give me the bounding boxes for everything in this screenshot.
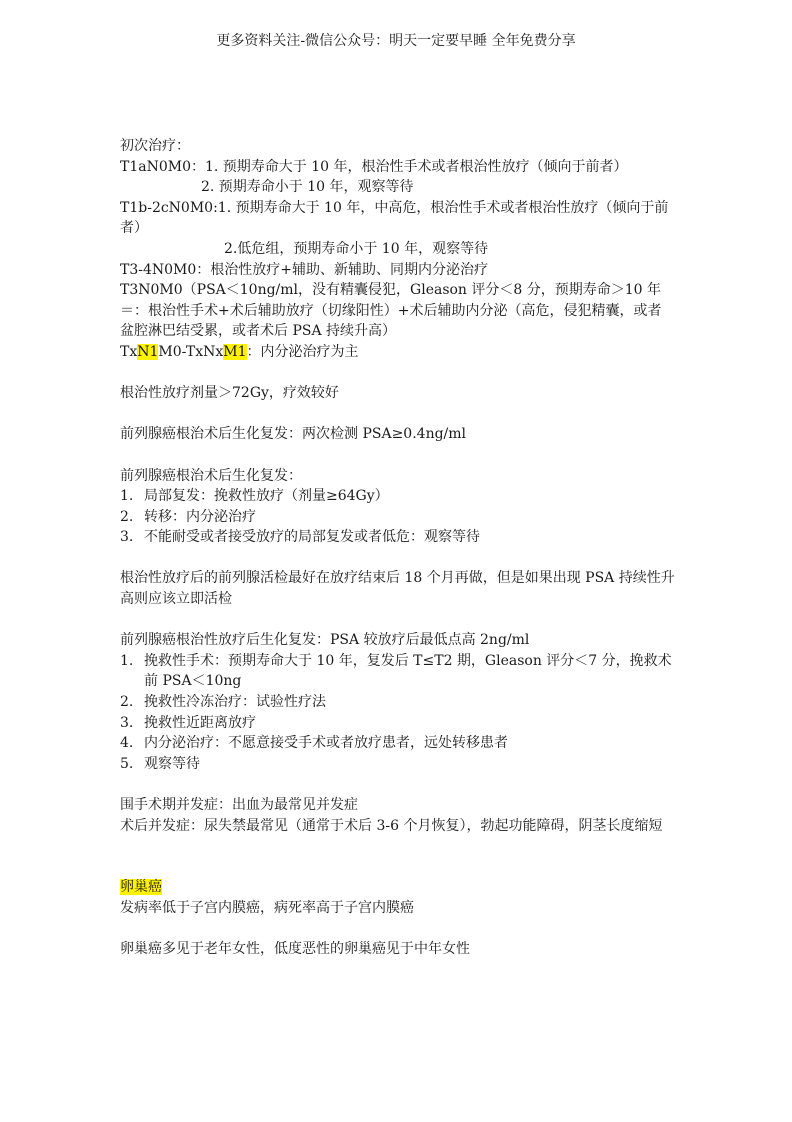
list-item-number: 5.	[120, 755, 134, 772]
list-item-number: 1.	[120, 652, 134, 669]
surgery-recurrence-list	[120, 486, 675, 548]
list-item	[120, 713, 675, 734]
t1b-line-2: 2.低危组，预期寿命小于 10 年，观察等待	[224, 240, 489, 257]
postop-complications: 术后并发症：尿失禁最常见（通常于术后 3-6 个月恢复），勃起功能障碍，阴茎长度缩短	[120, 817, 663, 834]
t1b-line-1: T1b-2cN0M0:1. 预期寿命大于 10 年，中高危，根治性手术或者根治性放疗（倾向于前者）	[120, 199, 669, 237]
list-item-text: 不能耐受或者接受放疗的局部复发或者低危：观察等待	[144, 529, 480, 546]
radio-recurrence-title: 前列腺癌根治性放疗后生化复发：PSA 较放疗后最低点高 2ng/ml	[120, 632, 530, 649]
list-item-text: 局部复发：挽救性放疗（剂量≥64Gy）	[144, 488, 389, 505]
initial-treatment-title: 初次治疗：	[120, 138, 190, 154]
surgery-recurrence-title: 前列腺癌根治术后生化复发：	[120, 467, 302, 484]
list-item-text: 挽救性冷冻治疗：试验性疗法	[144, 694, 326, 711]
periop-complications: 围手术期并发症：出血为最常见并发症	[120, 797, 358, 813]
list-item-text: 观察等待	[144, 755, 200, 772]
txn1-part-3: ：内分泌治疗为主	[246, 343, 359, 360]
list-item-number: 1.	[120, 488, 134, 505]
recurrence-definition: 前列腺癌根治术后生化复发：两次检测 PSA≥0.4ng/ml	[120, 426, 467, 443]
radio-recurrence-list	[120, 651, 675, 775]
biopsy-paragraph: 根治性放疗后的前列腺活检最好在放疗结束后 18 个月再做，但是如果出现 PSA 持续性升高则应该立即活检	[120, 570, 675, 608]
list-item	[120, 754, 675, 775]
list-item	[120, 486, 675, 507]
ovarian-title: 卵巢癌	[120, 879, 162, 896]
list-item-number: 3.	[120, 529, 134, 546]
list-item-text: 内分泌治疗：不愿意接受手术或者放疗患者，远处转移患者	[144, 735, 508, 752]
list-item	[120, 733, 675, 754]
page-header: 更多资料关注-微信公众号：明天一定要早睡 全年免费分享	[216, 33, 576, 49]
list-item-text: 挽救性近距离放疗	[144, 714, 256, 731]
list-item-text: 转移：内分泌治疗	[144, 508, 256, 525]
ovarian-line-1: 发病率低于子宫内膜癌，病死率高于子宫内膜癌	[120, 899, 414, 916]
list-item	[120, 651, 675, 692]
list-item	[120, 692, 675, 713]
highlight-m1: M1	[223, 343, 247, 360]
list-item-number: 2.	[120, 694, 134, 711]
ovarian-line-2: 卵巢癌多见于老年女性，低度恶性的卵巢癌见于中年女性	[120, 941, 470, 958]
document-body	[120, 136, 675, 960]
ovarian-heading	[120, 877, 675, 898]
list-item-number: 4.	[120, 735, 134, 752]
list-item-number: 3.	[120, 714, 134, 731]
dose-line: 根治性放疗剂量＞72Gy，疗效较好	[120, 385, 339, 402]
list-item	[120, 507, 675, 528]
t3-4-line: T3-4N0M0：根治性放疗+辅助、新辅助、同期内分泌治疗	[120, 261, 489, 278]
t1a-line-2: 2. 预期寿命小于 10 年，观察等待	[201, 179, 414, 196]
list-item-text: 挽救性手术：预期寿命大于 10 年，复发后 T≤T2 期，Gleason 评分＜7 分，挽救术前 PSA＜10ng	[144, 652, 672, 690]
t1a-line-1: T1aN0M0：1. 预期寿命大于 10 年，根治性手术或者根治性放疗（倾向于前者）	[120, 158, 628, 175]
txn1-line	[120, 342, 675, 363]
txn1-part-2: M0-TxNx	[158, 343, 224, 360]
highlight-n1: N1	[137, 343, 159, 360]
txn1-part-1: Tx	[120, 343, 138, 360]
list-item-number: 2.	[120, 508, 134, 525]
t3n0m0-paragraph: T3N0M0（PSA＜10ng/ml，没有精囊侵犯，Gleason 评分＜8 分，预期寿命＞10 年＝：根治性手术+术后辅助放疗（切缘阳性）+术后辅助内分泌（高危，侵犯精囊，或者盆腔淋巴结受累，或者术后 PSA 持续升高）	[120, 282, 662, 340]
list-item	[120, 527, 675, 548]
